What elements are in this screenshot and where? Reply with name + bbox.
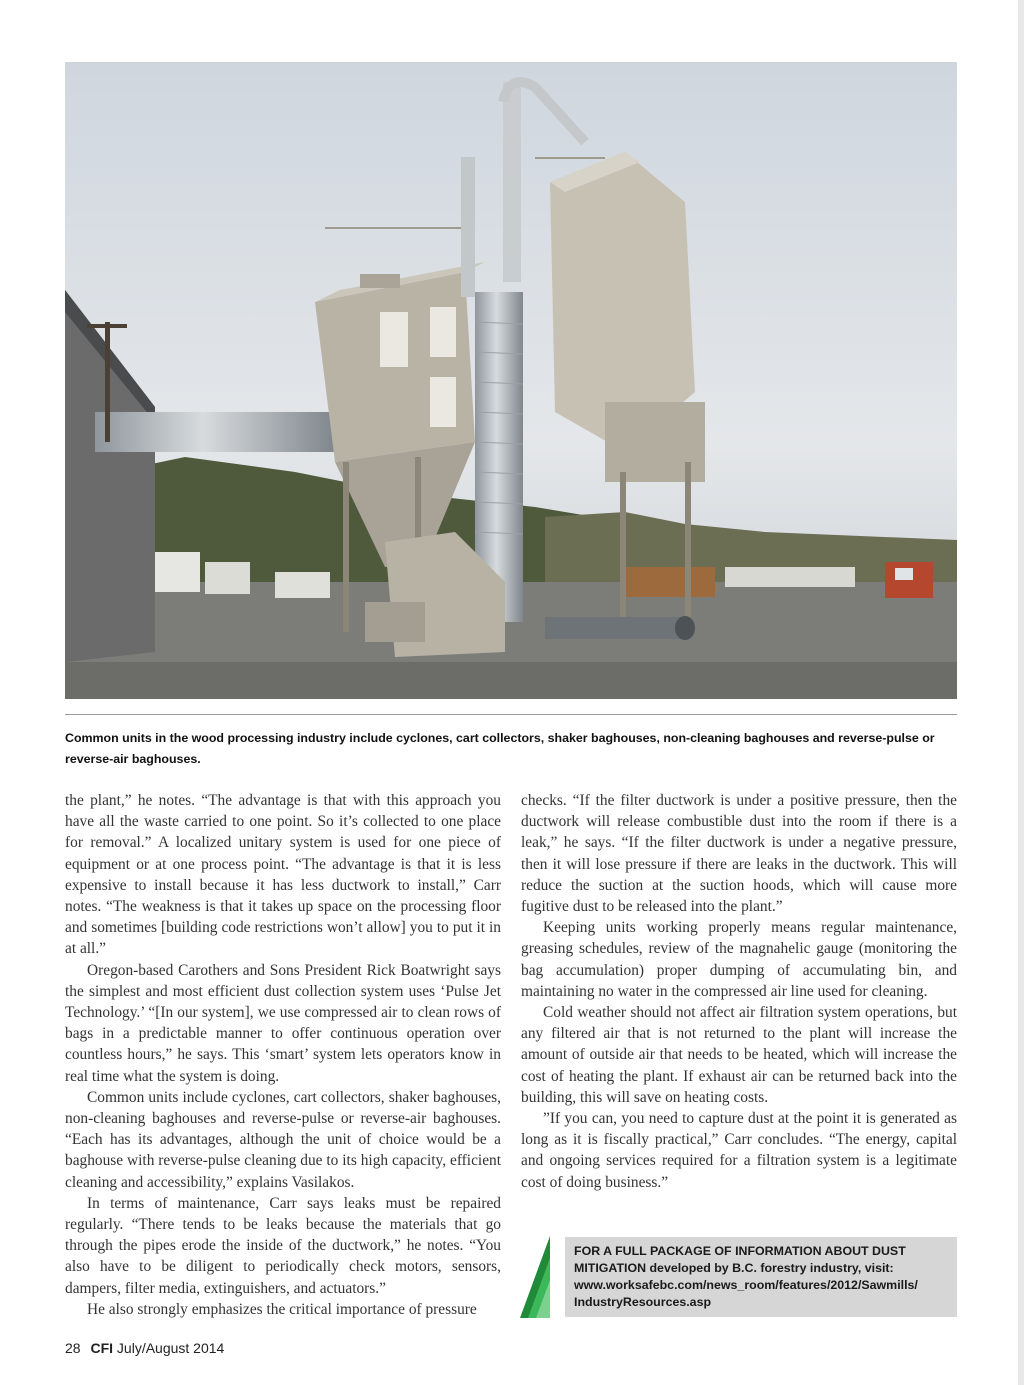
caption-rule xyxy=(65,714,957,715)
paragraph: ”If you can, you need to capture dust at the point it is generated as long as it is fiscally practical,” Carr concludes. “The energy, capital and ongoing services required for a filtration system is a legitimate cost of doing business.” xyxy=(521,1110,957,1191)
info-box-line: MITIGATION developed by B.C. forestry industry, visit: xyxy=(574,1261,894,1275)
info-box-link[interactable]: www.worksafebc.com/news_room/features/2012/Sawmills/ xyxy=(574,1278,918,1292)
paragraph: the plant,” he notes. “The advantage is that with this approach you have all the waste carried to one point. So it’s collected to one place for removal.” A localized unitary system is used for one piece of equipment or at one process point. “The advantage is that it is less expensive to install because it has less ductwork to install,” Carr notes. “The weakness is that it takes up space on the processing floor and sometimes [building code restrictions won’t allow] you to put it in at all.” xyxy=(65,792,501,958)
page-edge xyxy=(1018,0,1024,1385)
info-box-line: FOR A FULL PACKAGE OF INFORMATION ABOUT DUST xyxy=(574,1244,906,1258)
paragraph: Keeping units working properly means regular maintenance, greasing schedules, review of the magnahelic gauge (monitoring the bag accumulation) proper dumping of accumulating bin, and maintaining no water in the compressed air line used for cleaning. xyxy=(521,919,957,1000)
green-arrow-icon xyxy=(520,1236,564,1323)
info-box-text xyxy=(574,1243,954,1311)
paragraph: He also strongly emphasizes the critical importance of pressure xyxy=(87,1300,477,1318)
paragraph: In terms of maintenance, Carr says leaks must be repaired regularly. “There tends to be leaks because the materials that go through the pipes erode the inside of the ductwork,” he notes. “You also have to be diligent to periodically check motors, sensors, dampers, filter media, extinguishers, and actuators.” xyxy=(65,1194,501,1297)
page-number: 28 xyxy=(65,1340,81,1356)
article-left-column xyxy=(65,790,501,1320)
issue-date: July/August 2014 xyxy=(116,1340,225,1356)
publication-name: CFI xyxy=(90,1340,114,1356)
info-box-link[interactable]: IndustryResources.asp xyxy=(574,1295,712,1309)
info-box xyxy=(565,1237,957,1317)
paragraph: Cold weather should not affect air filtration system operations, but any filtered air that is not returned to the plant will increase the amount of outside air that needs to be heated, which will increase the cost of heating the plant. If exhaust air can be returned back into the building, this will save on heating costs. xyxy=(521,1004,957,1106)
paragraph: Common units include cyclones, cart collectors, shaker baghouses, non-cleaning baghouses and reverse-pulse or reverse-air baghouses. “Each has its advantages, although the unit of choice would be a baghouse with reverse-pulse cleaning due to its high capacity, efficient cleaning and accessibility,” explains Vasilakos. xyxy=(65,1088,501,1191)
page-footer xyxy=(65,1340,224,1356)
paragraph: Oregon-based Carothers and Sons President Rick Boatwright says the simplest and most efficient dust collection system uses ‘Pulse Jet Technology.’ “[In our system], we use compressed air to clean rows of bags in a predictable manner to offer continuous operation over countless hours,” he says. This ‘smart’ system lets operators know in real time what the system is doing. xyxy=(65,961,501,1085)
baghouse-photo xyxy=(65,62,957,699)
article-right-column xyxy=(521,790,957,1193)
photo-caption: Common units in the wood processing industry include cyclones, cart collectors, shaker baghouses, non-cleaning baghouses and reverse-pulse or reverse-air baghouses. xyxy=(65,731,935,766)
paragraph: checks. “If the filter ductwork is under a positive pressure, then the ductwork will release combustible dust into the room if there is a leak,” he says. “If the filter ductwork is under a negative pressure, then it will lose pressure if there are leaks in the ductwork. This will reduce the suction at the suction hoods, which will cause more fugitive dust to be released into the plant.” xyxy=(521,792,957,916)
